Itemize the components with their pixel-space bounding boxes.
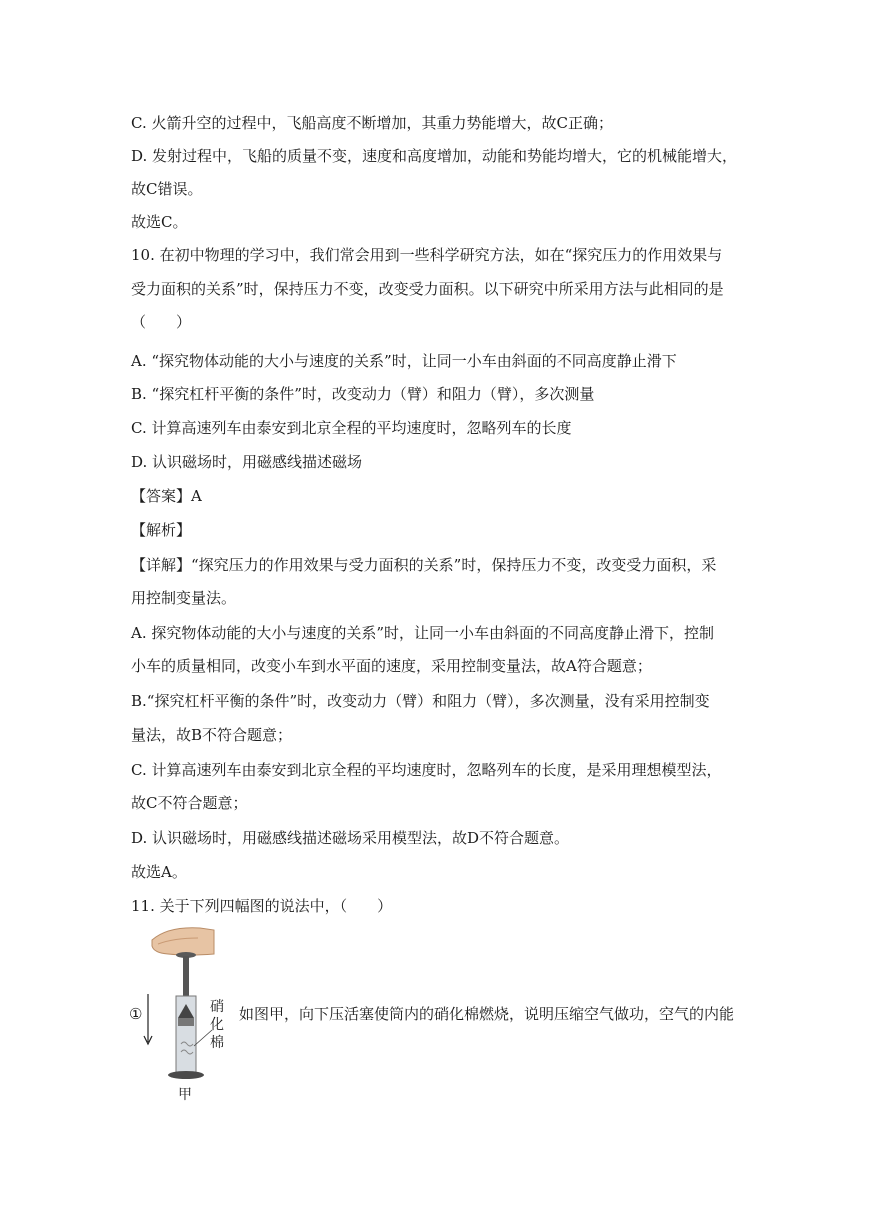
text-line: D. 认识磁场时，用磁感线描述磁场采用模型法，故D不符合题意。 bbox=[131, 829, 570, 847]
figure-number: ① bbox=[129, 1005, 143, 1023]
option-c: C. 计算高速列车由泰安到北京全程的平均速度时，忽略列车的长度 bbox=[131, 419, 572, 437]
text-line: 量法，故B不符合题意； bbox=[131, 726, 293, 744]
analysis-heading: 【解析】 bbox=[131, 521, 192, 539]
answer-heading: 【答案】A bbox=[131, 487, 202, 505]
text-line: D. 发射过程中，飞船的质量不变，速度和高度增加，动能和势能均增大，它的机械能增大， bbox=[131, 147, 738, 165]
fire-syringe-figure bbox=[128, 924, 238, 1106]
text-line: 故选A。 bbox=[131, 863, 187, 881]
text-line: A. 探究物体动能的大小与速度的关系”时，让同一小车由斜面的不同高度静止滑下，控制 bbox=[131, 624, 715, 642]
detail-line: 【详解】“探究压力的作用效果与受力面积的关系”时，保持压力不变，改变受力面积，采 bbox=[131, 556, 717, 574]
question-11-line: 11. 关于下列四幅图的说法中，（ ） bbox=[131, 897, 393, 915]
text-line: 小车的质量相同，改变小车到水平面的速度，采用控制变量法，故A符合题意； bbox=[131, 657, 652, 675]
figure-caption: 甲 bbox=[178, 1087, 192, 1103]
text-line: C. 计算高速列车由泰安到北京全程的平均速度时，忽略列车的长度，是采用理想模型法， bbox=[131, 761, 722, 779]
nitrocellulose-label-2: 化 bbox=[210, 1017, 224, 1033]
question-10-line: 10. 在初中物理的学习中，我们常会用到一些科学研究方法，如在“探究压力的作用效果与 bbox=[131, 246, 723, 264]
text-line: 用控制变量法。 bbox=[131, 589, 237, 607]
statement-1: 如图甲，向下压活塞使筒内的硝化棉燃烧，说明压缩空气做功，空气的内能 bbox=[239, 1005, 735, 1023]
text-line: C. 火箭升空的过程中，飞船高度不断增加，其重力势能增大，故C正确； bbox=[131, 114, 613, 132]
text-line: 受力面积的关系”时，保持压力不变，改变受力面积。以下研究中所采用方法与此相同的是 bbox=[131, 280, 724, 298]
option-b: B. “探究杠杆平衡的条件”时，改变动力（臂）和阻力（臂），多次测量 bbox=[131, 385, 595, 403]
nitrocellulose-label-3: 棉 bbox=[210, 1035, 224, 1051]
option-a: A. “探究物体动能的大小与速度的关系”时，让同一小车由斜面的不同高度静止滑下 bbox=[131, 352, 677, 370]
text-line: B.“探究杠杆平衡的条件”时，改变动力（臂）和阻力（臂），多次测量，没有采用控制变 bbox=[131, 692, 710, 710]
text-line: 故C错误。 bbox=[131, 180, 203, 198]
nitrocellulose-label-1: 硝 bbox=[210, 999, 224, 1015]
option-d: D. 认识磁场时，用磁感线描述磁场 bbox=[131, 453, 363, 471]
text-line: 故选C。 bbox=[131, 213, 188, 231]
text-line: 故C不符合题意； bbox=[131, 794, 248, 812]
answer-blank: （ ） bbox=[131, 313, 192, 331]
